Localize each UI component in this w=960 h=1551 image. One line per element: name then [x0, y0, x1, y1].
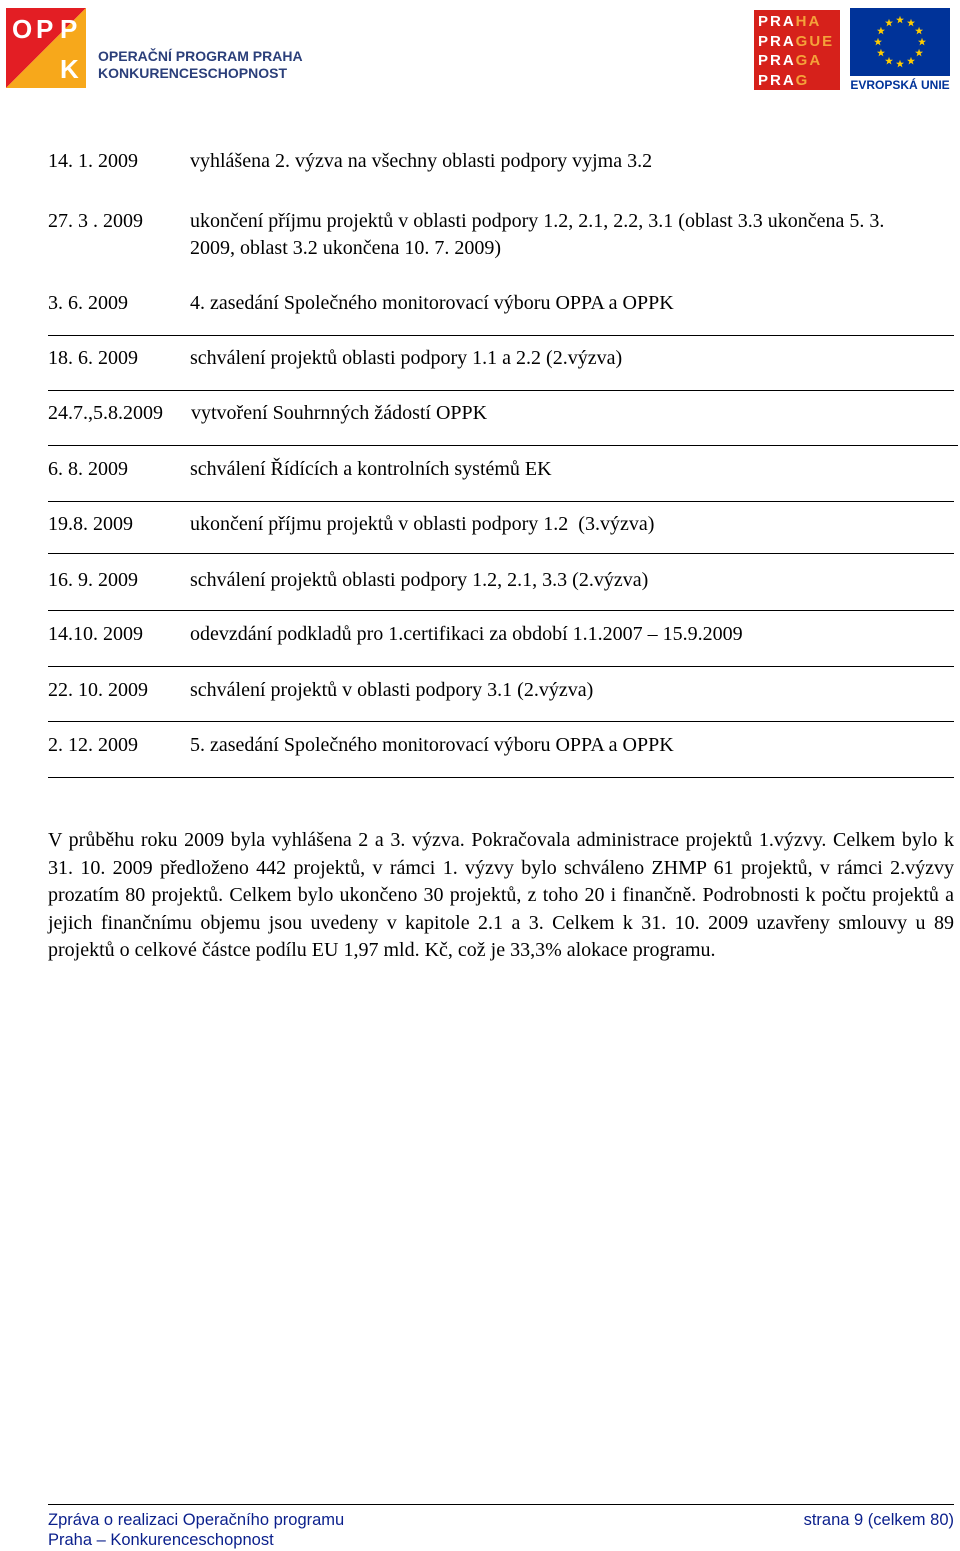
- divider: [48, 553, 954, 554]
- page-header: [0, 0, 960, 100]
- timeline-date: 3. 6. 2009: [48, 292, 128, 314]
- timeline-date: 16. 9. 2009: [48, 569, 138, 591]
- timeline-text: schválení projektů v oblasti podpory 3.1 (2.výzva): [190, 679, 594, 701]
- divider: [48, 610, 954, 611]
- oppk-logo-text: [98, 48, 303, 82]
- praha-logo-row: PRAG: [758, 71, 810, 89]
- timeline-item: [48, 567, 954, 594]
- timeline-date: 14. 1. 2009: [48, 150, 138, 172]
- timeline-date: 24.7.,5.8.2009: [48, 402, 163, 424]
- footer-report-title-line1: Zpráva o realizaci Operačního programu: [48, 1511, 345, 1529]
- summary-paragraph: V průběhu roku 2009 byla vyhlášena 2 a 3. výzva. Pokračovala administrace projektů 1.výzvy. Celkem bylo k 31. 10. 2009 předloženo 442 projektů, v rámci 1. výzvy bylo schváleno ZHMP 61 projektů, v rámci 2.výzvy prozatím 80 projektů. Celkem bylo ukončeno 30 projektů, z toho 20 i finančně. Podrobnosti k počtu projektů a jejich finančnímu objemu jsou uvedeny v kapitole 2.1 a 3. Celkem k 31. 10. 2009 uzavřeny smlouvy u 89 projektů o celkové částce podílu EU 1,97 mld. Kč, což je 33,3% alokace programu.: [48, 829, 954, 961]
- timeline-text: 4. zasedání Společného monitorovací výboru OPPA a OPPK: [190, 292, 674, 314]
- timeline-date: 27. 3 . 2009: [48, 210, 143, 232]
- oppk-logo-line1: OPERAČNÍ PROGRAM PRAHA: [98, 48, 303, 64]
- praha-logo-row: PRAHA: [758, 13, 822, 30]
- praha-logo-row: PRAGA: [758, 52, 823, 69]
- timeline-text: ukončení příjmu projektů v oblasti podpory 1.2 (3.výzva): [190, 513, 655, 535]
- timeline-date: 19.8. 2009: [48, 513, 133, 535]
- divider: [48, 666, 954, 667]
- divider: [48, 335, 954, 336]
- oppk-letter: O: [12, 14, 33, 44]
- eu-logo: [850, 8, 950, 94]
- praha-logo-row: PRAGUE: [758, 32, 835, 50]
- timeline-item: [48, 677, 954, 704]
- oppk-logo-line2: KONKURENCESCHOPNOST: [98, 65, 288, 81]
- divider: [48, 777, 954, 778]
- footer-page-number: strana 9 (celkem 80): [803, 1511, 954, 1529]
- oppk-letter: P: [60, 14, 78, 44]
- timeline-date: 22. 10. 2009: [48, 679, 148, 701]
- divider: [48, 445, 958, 446]
- timeline-date: 18. 6. 2009: [48, 347, 138, 369]
- timeline-item: [48, 208, 954, 262]
- timeline-item: [48, 290, 954, 317]
- footer-divider: [48, 1504, 954, 1505]
- timeline-item: [48, 148, 954, 175]
- timeline-text: 5. zasedání Společného monitorovací výboru OPPA a OPPK: [190, 734, 674, 756]
- oppk-logo-mark: [6, 8, 86, 88]
- divider: [48, 721, 954, 722]
- timeline-date: 6. 8. 2009: [48, 458, 128, 480]
- timeline-item: [48, 732, 954, 759]
- divider: [48, 501, 954, 502]
- timeline-date: 2. 12. 2009: [48, 734, 138, 756]
- oppk-letter: K: [60, 54, 79, 84]
- eu-flag-icon: [850, 8, 950, 76]
- footer-report-title-line2: Praha – Konkurenceschopnost: [48, 1531, 274, 1549]
- divider: [48, 390, 954, 391]
- timeline-item: [48, 456, 954, 483]
- timeline-text: odevzdání podkladů pro 1.certifikaci za období 1.1.2007 – 15.9.2009: [190, 623, 743, 645]
- timeline-item: [48, 345, 954, 372]
- eu-logo-label: EVROPSKÁ UNIE: [850, 78, 950, 92]
- oppk-letter: P: [36, 14, 54, 44]
- timeline-item: [48, 511, 954, 538]
- timeline-text: ukončení příjmu projektů v oblasti podpory 1.2, 2.1, 2.2, 3.1 (oblast 3.3 ukončena 5. 3. 2009, oblast 3.2 ukončena 10. 7. 2009): [190, 210, 885, 259]
- timeline-text: schválení projektů oblasti podpory 1.1 a 2.2 (2.výzva): [190, 347, 623, 369]
- timeline-item: [48, 621, 954, 648]
- footer-report-title: [48, 1510, 344, 1550]
- timeline-date: 14.10. 2009: [48, 623, 143, 645]
- praha-logo: [754, 10, 840, 90]
- timeline-text: vyhlášena 2. výzva na všechny oblasti podpory vyjma 3.2: [190, 150, 653, 172]
- timeline-text: vytvoření Souhrnných žádostí OPPK: [191, 402, 488, 424]
- timeline-text: schválení Řídících a kontrolních systémů EK: [190, 458, 552, 480]
- timeline-text: schválení projektů oblasti podpory 1.2, 2.1, 3.3 (2.výzva): [190, 569, 649, 591]
